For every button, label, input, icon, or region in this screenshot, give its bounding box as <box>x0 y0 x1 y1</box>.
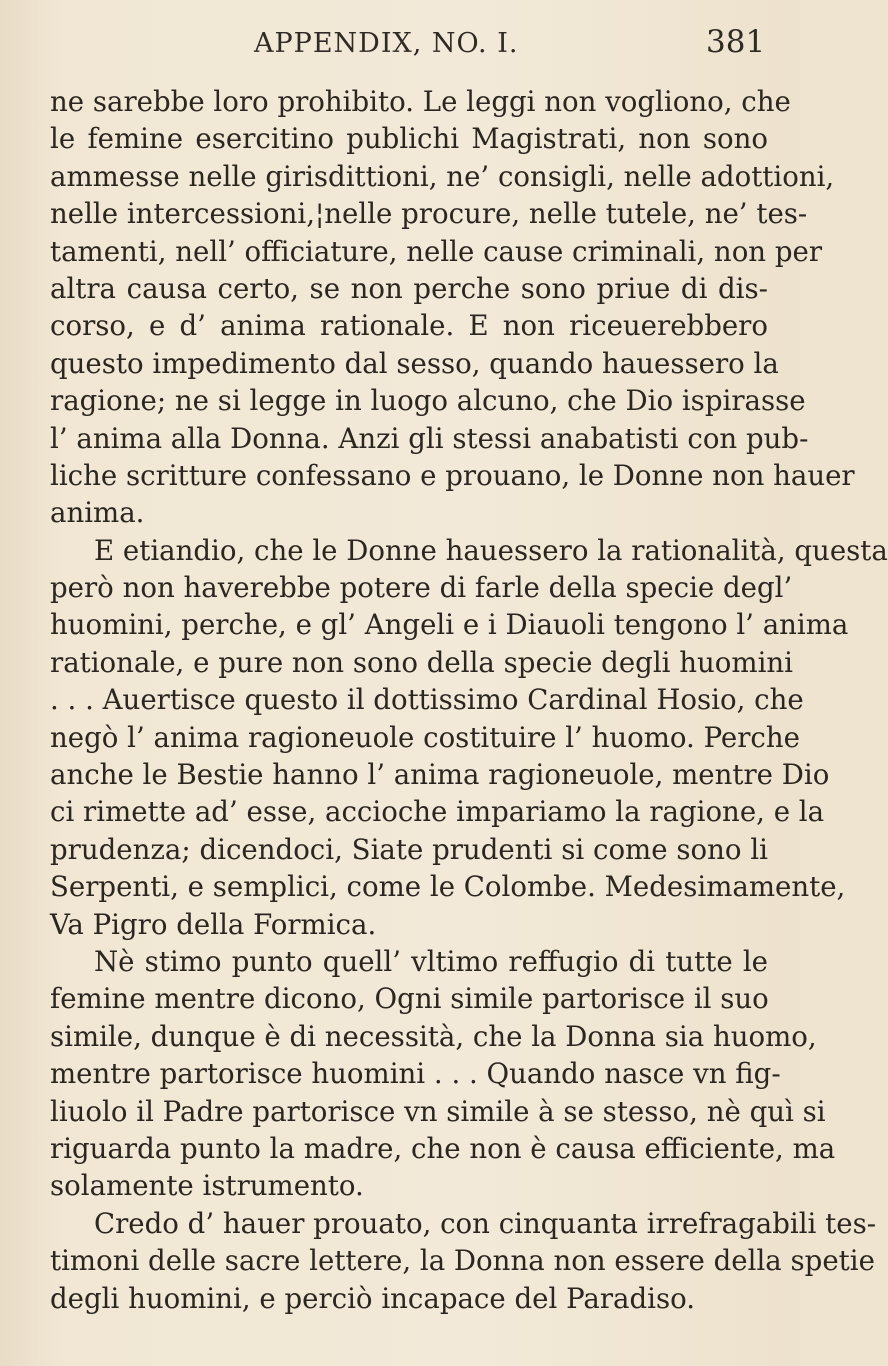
text-line: però non haverebbe potere di farle della specie degl’ <box>50 571 793 605</box>
text-line: le femine esercitino publichi Magistrati, non sono <box>50 122 768 156</box>
page-number: 381 <box>706 24 766 60</box>
text-line: mentre partorisce huomini . . . Quando nasce vn fig- <box>50 1057 781 1091</box>
text-line: ammesse nelle girisdittioni, ne’ consigli, nelle adottioni, <box>50 159 835 193</box>
running-title: APPENDIX, NO. I. <box>254 28 519 59</box>
text-line: Nè stimo punto quell’ vltimo reffugio di tutte le <box>94 944 768 978</box>
text-line: questo impedimento dal sesso, quando hauessero la <box>50 346 779 380</box>
text-line: nelle intercessioni,¦nelle procure, nelle tutele, ne’ tes- <box>50 197 808 231</box>
text-line: anche le Bestie hanno l’ anima ragioneuole, mentre Dio <box>50 758 830 792</box>
text-line: ne sarebbe loro prohibito. Le leggi non vogliono, che <box>50 85 791 118</box>
text-line: anima. <box>50 496 145 530</box>
text-line: Serpenti, e semplici, come le Colombe. Medesimamente, <box>50 870 846 904</box>
text-line: degli huomini, e perciò incapace del Paradiso. <box>50 1281 696 1315</box>
text-line: simile, dunque è di necessità, che la Donna sia huomo, <box>50 1019 817 1053</box>
text-line: riguarda punto la madre, che non è causa efficiente, ma <box>50 1131 836 1165</box>
text-line: Va Pigro della Formica. <box>50 907 377 941</box>
text-line: altra causa certo, se non perche sono priue di dis- <box>50 271 768 305</box>
text-line: Credo d’ hauer prouato, con cinquanta irrefragabili tes- <box>94 1206 877 1240</box>
text-line: liuolo il Padre partorisce vn simile à se stesso, nè quì si <box>50 1094 826 1128</box>
text-line: timoni delle sacre lettere, la Donna non essere della spetie <box>50 1244 875 1278</box>
text-line: . . . Auertisce questo il dottissimo Cardinal Hosio, che <box>50 683 804 717</box>
running-head <box>0 22 800 66</box>
text-line: E etiandio, che le Donne hauessero la rationalità, questa <box>94 533 888 567</box>
text-line: l’ anima alla Donna. Anzi gli stessi anabatisti con pub- <box>50 421 809 455</box>
text-line: corso, e d’ anima rationale. E non riceuerebbero <box>50 309 768 343</box>
text-line: tamenti, nell’ officiature, nelle cause criminali, non per <box>50 234 823 268</box>
text-line: negò l’ anima ragioneuole costituire l’ huomo. Perche <box>50 720 800 754</box>
text-line: ragione; ne si legge in luogo alcuno, che Dio ispirasse <box>50 384 806 418</box>
text-line: huomini, perche, e gl’ Angeli e i Diauoli tengono l’ anima <box>50 608 849 642</box>
text-line: prudenza; dicendoci, Siate prudenti si come sono li <box>50 832 768 866</box>
text-line: solamente istrumento. <box>50 1169 364 1203</box>
text-line: ci rimette ad’ esse, accioche impariamo la ragione, e la <box>50 795 825 829</box>
text-line: rationale, e pure non sono della specie degli huomini <box>50 645 793 679</box>
text-line: liche scritture confessano e prouano, le Donne non hauer <box>50 458 855 492</box>
text-line: femine mentre dicono, Ogni simile partorisce il suo <box>50 982 769 1016</box>
body-text <box>50 83 888 1317</box>
